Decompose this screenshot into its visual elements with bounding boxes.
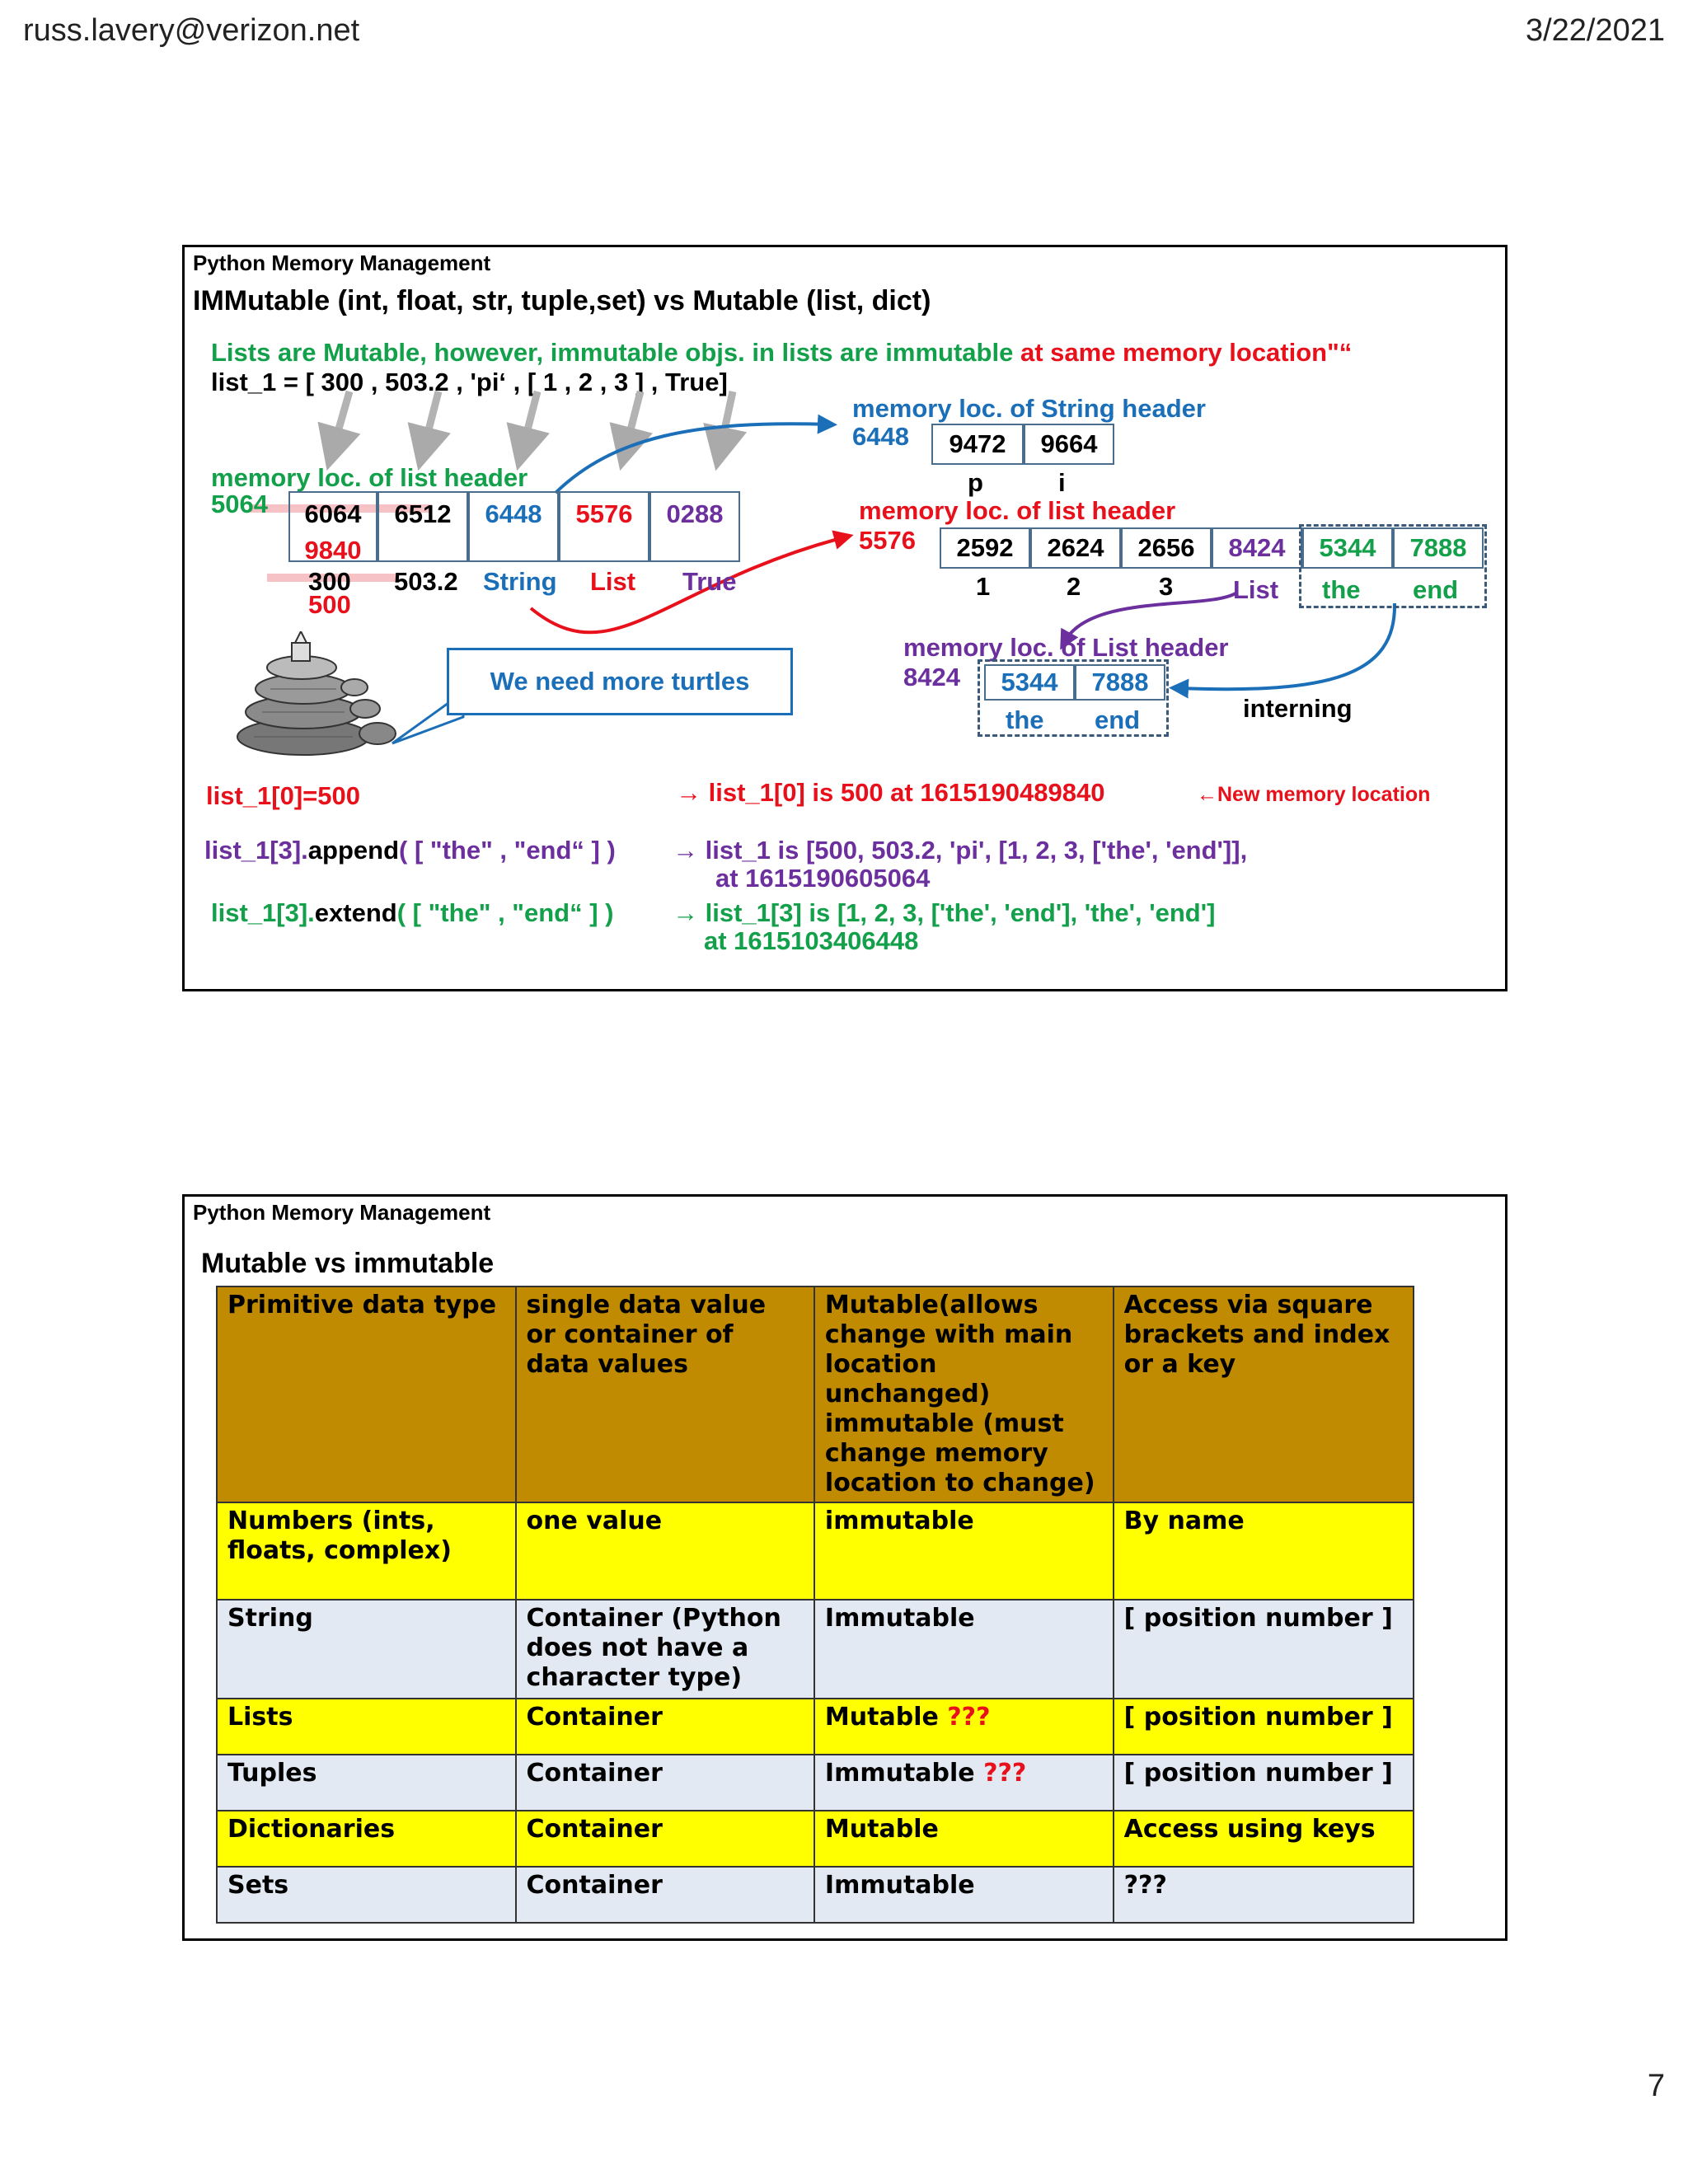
stmt3-args: ( [ "the" , "end“ ] ) [396, 898, 614, 927]
col-header-type: Primitive data type [217, 1286, 516, 1502]
cell-6064-value: 6064 [304, 499, 362, 528]
value-list: List [590, 567, 636, 596]
cell-6064 [288, 491, 377, 565]
cell-mutable [814, 1502, 1114, 1600]
value-string: String [483, 567, 557, 596]
cell-2656: 2656 [1121, 527, 1212, 569]
stmt3-result-line2: at 1615103406448 [704, 926, 919, 955]
cell-access: Access using keys [1114, 1811, 1414, 1867]
slide-title: IMMutable (int, float, str, tuple,set) vs Mutable (list, dict) [193, 285, 931, 316]
cell-access: [ position number ] [1114, 1600, 1414, 1699]
list-header-label: memory loc. of list header [211, 463, 528, 492]
table-row [217, 1755, 1414, 1811]
nested-value-end: end [1095, 705, 1141, 734]
cell-kind: Container (Python does not have a character type) [516, 1600, 814, 1699]
stmt3-prefix: list_1[3]. [211, 898, 315, 927]
cell-mutable [814, 1867, 1114, 1923]
new-address-9840: 9840 [304, 536, 362, 565]
cell-kind: Container [516, 1811, 814, 1867]
cell-access: [ position number ] [1114, 1699, 1414, 1755]
slide-mutability-table [182, 1194, 1507, 1941]
nested-list-cells [984, 664, 1165, 701]
table-row [217, 1867, 1414, 1923]
cell-kind: one value [516, 1502, 814, 1600]
cell-mutable [814, 1811, 1114, 1867]
author-email: russ.lavery@verizon.net [23, 13, 360, 48]
question-mark: ??? [983, 1759, 1027, 1788]
table-row [217, 1600, 1414, 1699]
cell-6512: 6512 [377, 491, 468, 562]
stmt2-prefix: list_1[3]. [204, 836, 308, 865]
cell-9664: 9664 [1024, 424, 1114, 465]
stmt3-code [211, 898, 614, 928]
cell-kind: Container [516, 1867, 814, 1923]
cell-type: Tuples [217, 1755, 516, 1811]
inner-list-header-address: 5576 [859, 526, 916, 555]
inner-value-3: 3 [1159, 572, 1174, 601]
char-p: p [968, 468, 983, 497]
arrow-to-string-header [556, 424, 828, 493]
page-date: 3/22/2021 [1525, 13, 1665, 48]
mutable-value: Immutable [824, 1604, 975, 1633]
stmt2-result-line2: at 1615190605064 [715, 864, 931, 893]
mutable-value: Mutable [824, 1815, 939, 1844]
char-i: i [1058, 468, 1066, 497]
table-row [217, 1811, 1414, 1867]
string-header-label: memory loc. of String header [852, 394, 1206, 423]
question-mark: ??? [947, 1703, 991, 1732]
cell-8424: 8424 [1212, 527, 1302, 569]
inner-value-list: List [1233, 575, 1279, 604]
table-header-row [217, 1286, 1414, 1502]
cell-mutable [814, 1600, 1114, 1699]
cell-mutable [814, 1755, 1114, 1811]
cell-access: [ position number ] [1114, 1755, 1414, 1811]
inner-list-header-label: memory loc. of list header [859, 496, 1176, 525]
turtles-callout [447, 648, 793, 715]
cell-6448: 6448 [468, 491, 559, 562]
inner-value-1: 1 [976, 572, 991, 601]
callout-text: We need more turtles [490, 667, 750, 696]
table-row [217, 1502, 1414, 1600]
inner-value-end: end [1413, 575, 1459, 604]
cell-5576: 5576 [559, 491, 649, 562]
slide2-header: Python Memory Management [193, 1200, 491, 1225]
slide-header: Python Memory Management [193, 251, 491, 275]
cell-9472: 9472 [931, 424, 1024, 465]
cell-kind: Container [516, 1699, 814, 1755]
cell-kind: Container [516, 1755, 814, 1811]
stmt1-note: ←New memory location [1197, 783, 1431, 806]
value-503-2: 503.2 [394, 567, 458, 596]
cell-5344: 5344 [1302, 527, 1393, 569]
cell-type: Numbers (ints, floats, complex) [217, 1502, 516, 1600]
stmt2-result-line1: → list_1 is [500, 503.2, 'pi', [1, 2, 3, ['the', 'end']], [673, 836, 1248, 865]
code-line: list_1 = [ 300 , 503.2 , 'pi‘ , [ 1 , 2 , 3 ] , True] [211, 368, 728, 396]
inner-value-the: the [1322, 575, 1361, 604]
stmt3-method: extend [314, 898, 397, 927]
list-header-address: 5064 [211, 490, 268, 518]
cell-access: ??? [1114, 1867, 1414, 1923]
nested-cell-7888: 7888 [1075, 664, 1165, 701]
turtles-illustration [213, 631, 419, 763]
stmt1-result: → list_1[0] is 500 at 1615190489840 [676, 778, 1105, 807]
cell-type: String [217, 1600, 516, 1699]
slide2-title: Mutable vs immutable [201, 1248, 495, 1279]
col-header-mutable: Mutable(allows change with main location unchanged) immutable (must change memory location to change) [814, 1286, 1114, 1502]
stmt2-method: append [307, 836, 400, 865]
value-500: 500 [308, 590, 351, 619]
stmt1-code: list_1[0]=500 [206, 781, 360, 810]
cell-2592: 2592 [940, 527, 1030, 569]
value-true: True [682, 567, 737, 596]
table-row [217, 1699, 1414, 1755]
cell-0288: 0288 [649, 491, 740, 562]
interning-label: interning [1243, 694, 1353, 723]
string-header-address: 6448 [852, 422, 909, 451]
cell-access: By name [1114, 1502, 1414, 1600]
string-header-cells [931, 424, 1114, 465]
stmt2-code [204, 836, 616, 865]
nested-value-the: the [1006, 705, 1044, 734]
value-300: 300 [308, 567, 351, 596]
stmt3-result-line1: → list_1[3] is [1, 2, 3, ['the', 'end'], 'the', 'end'] [673, 898, 1216, 927]
mutable-value: Immutable [824, 1759, 975, 1788]
col-header-kind: single data value or container of data values [516, 1286, 814, 1502]
cell-2624: 2624 [1030, 527, 1121, 569]
cell-mutable [814, 1699, 1114, 1755]
cell-type: Dictionaries [217, 1811, 516, 1867]
nested-list-header-address: 8424 [903, 663, 960, 691]
cell-type: Sets [217, 1867, 516, 1923]
page-number: 7 [1647, 2069, 1665, 2103]
gray-pointer-arrows [333, 391, 733, 449]
col-header-access: Access via square brackets and index or a key [1114, 1286, 1414, 1502]
mutability-table [216, 1286, 1414, 1924]
lead-red-text: at same memory location"“ [1020, 338, 1353, 367]
cell-type: Lists [217, 1699, 516, 1755]
lead-green-text: Lists are Mutable, however, immutable objs. in lists are immutable [211, 338, 1014, 367]
list-header-cells [288, 491, 740, 565]
slide-memory-diagram [182, 245, 1507, 991]
nested-list-header-label: memory loc. of List header [903, 633, 1229, 662]
nested-cell-5344: 5344 [984, 664, 1075, 701]
mutable-value: immutable [824, 1507, 974, 1535]
mutable-value: Immutable [824, 1871, 975, 1900]
stmt2-args: ( [ "the" , "end“ ] ) [399, 836, 616, 865]
mutable-value: Mutable [824, 1703, 939, 1732]
inner-value-2: 2 [1067, 572, 1081, 601]
cell-7888: 7888 [1393, 527, 1484, 569]
